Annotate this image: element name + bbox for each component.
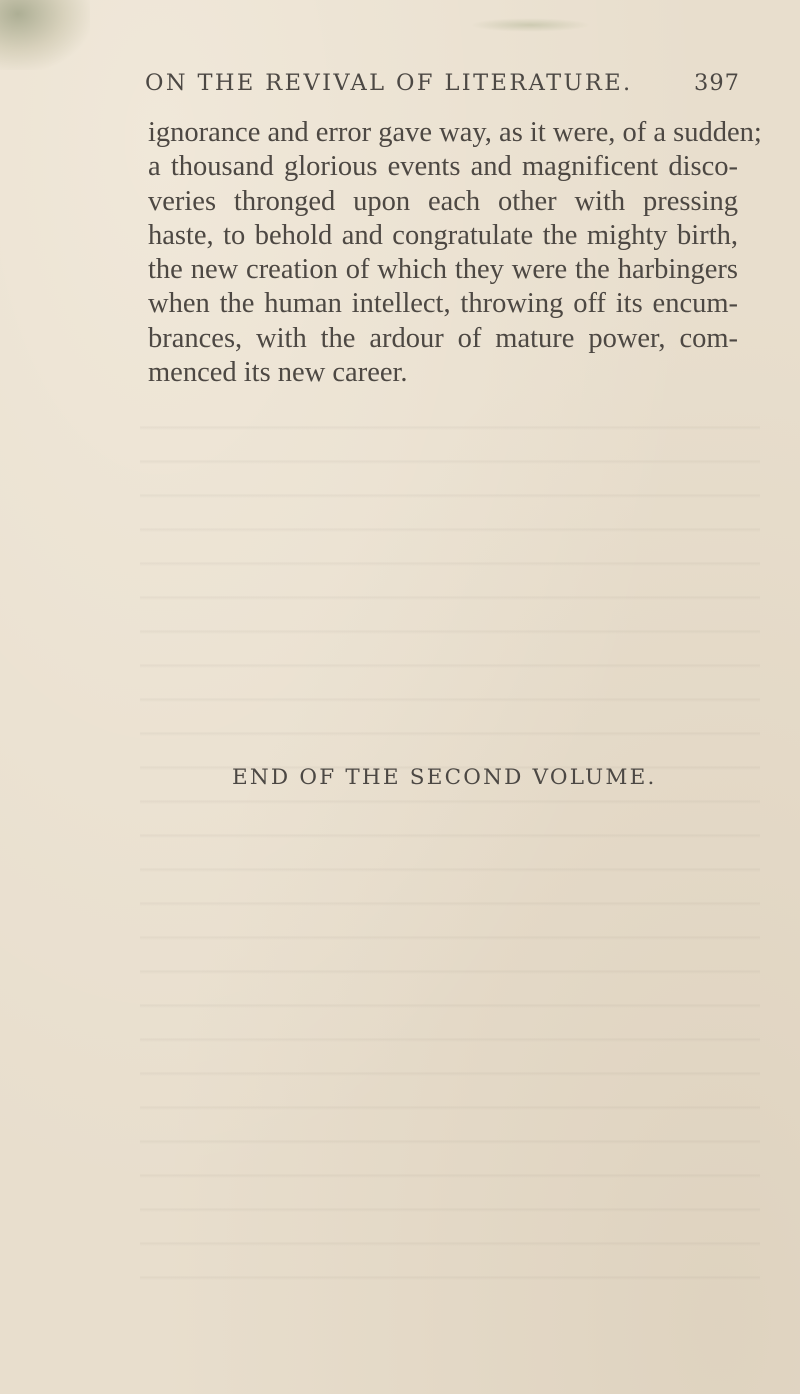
- text-line: a thousand glorious events and magnificent disco-: [148, 151, 738, 183]
- text-line: haste, to behold and congratulate the mighty birth,: [148, 219, 738, 251]
- text-line: when the human intellect, throwing off its encum-: [148, 288, 738, 320]
- text-line: ignorance and error gave way, as it were, of a sudden;: [148, 117, 762, 148]
- corner-stain: [0, 0, 90, 70]
- text-line: menced its new career.: [148, 357, 408, 389]
- text-line: the new creation of which they were the harbingers: [148, 254, 738, 286]
- show-through-text: [140, 400, 760, 1300]
- text-line: veries thronged upon each other with pressing: [148, 185, 738, 217]
- text-line: brances, with the ardour of mature power, com-: [148, 322, 738, 354]
- top-smudge: [470, 18, 590, 32]
- running-title: ON THE REVIVAL OF LITERATURE.: [145, 70, 633, 96]
- body-paragraph: [148, 116, 762, 390]
- page-number: 397: [694, 70, 740, 96]
- running-head: [145, 70, 740, 110]
- end-of-volume-note: END OF THE SECOND VOLUME.: [232, 765, 657, 790]
